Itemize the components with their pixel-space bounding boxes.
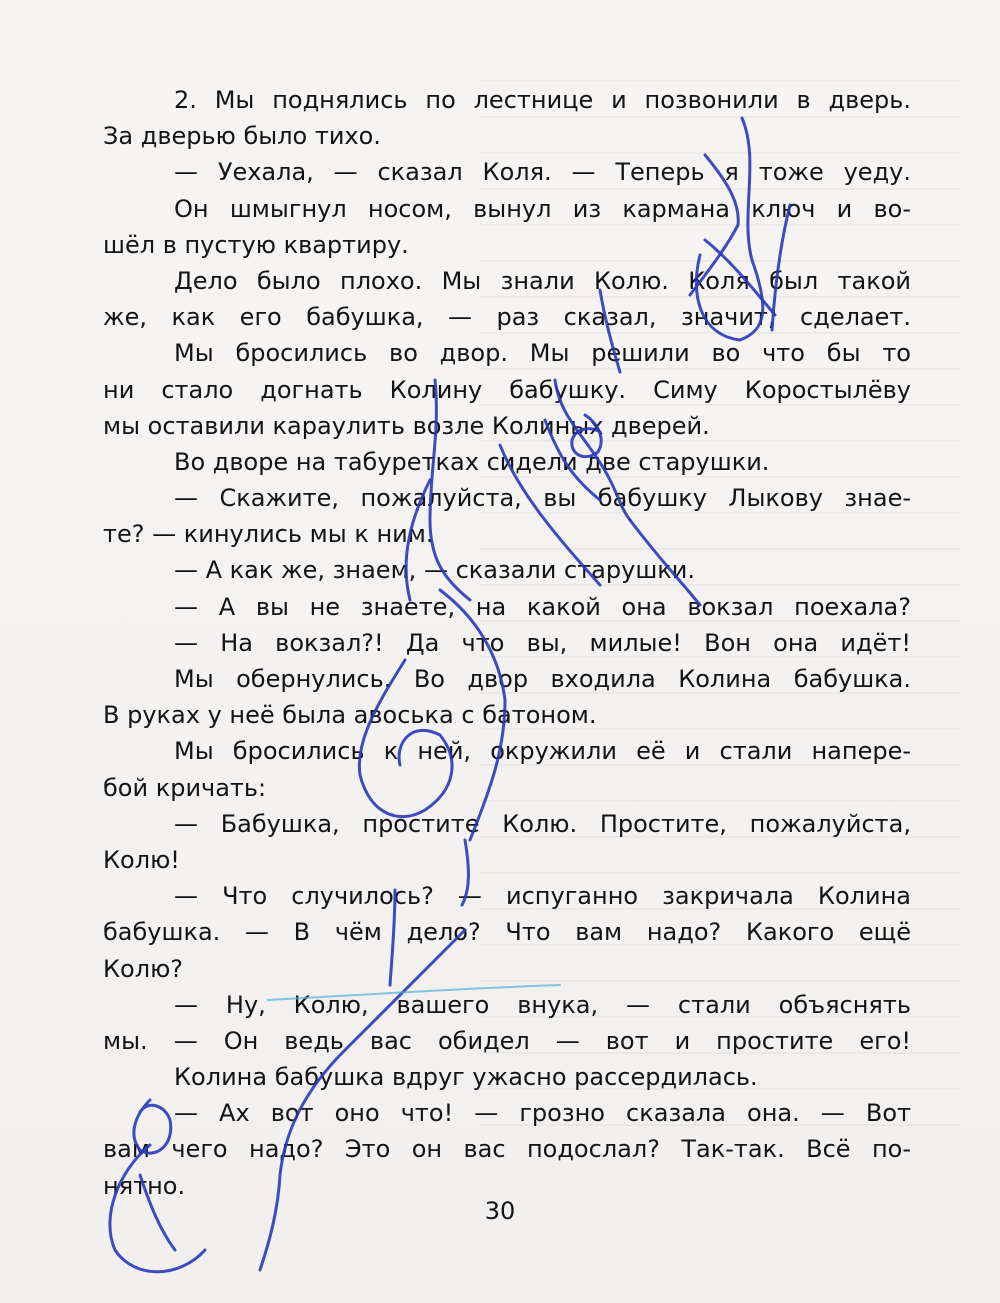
story-text (103, 82, 911, 1204)
text-line: — Бабушка, простите Колю. Простите, пожалуйста, (174, 809, 911, 838)
text-line: — Ах вот оно что! — грозно сказала она. — Вот (174, 1099, 911, 1128)
text-line: — Уехала, — сказал Коля. — Теперь я тоже уеду. (174, 158, 911, 187)
text-line: мы. — Он ведь вас обидел — вот и простите его! (103, 1026, 911, 1055)
text-line: те? — кинулись мы к ним. (103, 520, 434, 549)
text-line: ни стало догнать Колину бабушку. Симу Коростылёву (103, 375, 911, 404)
text-line: — На вокзал?! Да что вы, милые! Вон она идёт! (174, 628, 911, 657)
text-line: же, как его бабушка, — раз сказал, значит, сделает. (103, 303, 911, 332)
text-line: вам чего надо? Это он вас подослал? Так-так. Всё по- (103, 1135, 911, 1164)
text-line: Мы бросились во двор. Мы решили во что бы то (174, 339, 911, 368)
text-line: Мы обернулись. Во двор входила Колина бабушка. (174, 665, 911, 693)
text-line: Он шмыгнул носом, вынул из кармана ключ и во- (174, 194, 911, 223)
text-line: 2. Мы поднялись по лестнице и позвонили в дверь. (174, 86, 911, 114)
text-line: Мы бросились к ней, окружили её и стали напере- (174, 737, 911, 766)
text-line: В руках у неё была авоська с батоном. (103, 701, 597, 730)
text-line: бабушка. — В чём дело? Что вам надо? Какого ещё (103, 918, 911, 947)
text-line: Колю! (103, 845, 180, 874)
text-line: — Что случилось? — испуганно закричала Колина (174, 882, 911, 911)
text-line: шёл в пустую квартиру. (103, 230, 409, 259)
text-line: За дверью было тихо. (103, 122, 381, 151)
text-line: Колина бабушка вдруг ужасно рассердилась. (174, 1063, 758, 1092)
text-line: нятно. (103, 1171, 186, 1200)
text-line: Колю? (103, 954, 184, 983)
text-line: — Скажите, пожалуйста, вы бабушку Лыкову знае- (174, 484, 911, 513)
text-line: Дело было плохо. Мы знали Колю. Коля был такой (174, 266, 911, 295)
text-line: Во дворе на табуретках сидели две старушки. (174, 447, 770, 476)
text-line: — А как же, знаем, — сказали старушки. (174, 556, 696, 585)
text-line: бой кричать: (103, 773, 267, 802)
page-number: 30 (484, 1197, 516, 1225)
text-line: — Ну, Колю, вашего внука, — стали объяснять (174, 990, 911, 1019)
text-line: — А вы не знаете, на какой она вокзал поехала? (174, 592, 911, 621)
text-line: мы оставили караулить возле Колиных дверей. (103, 411, 710, 440)
